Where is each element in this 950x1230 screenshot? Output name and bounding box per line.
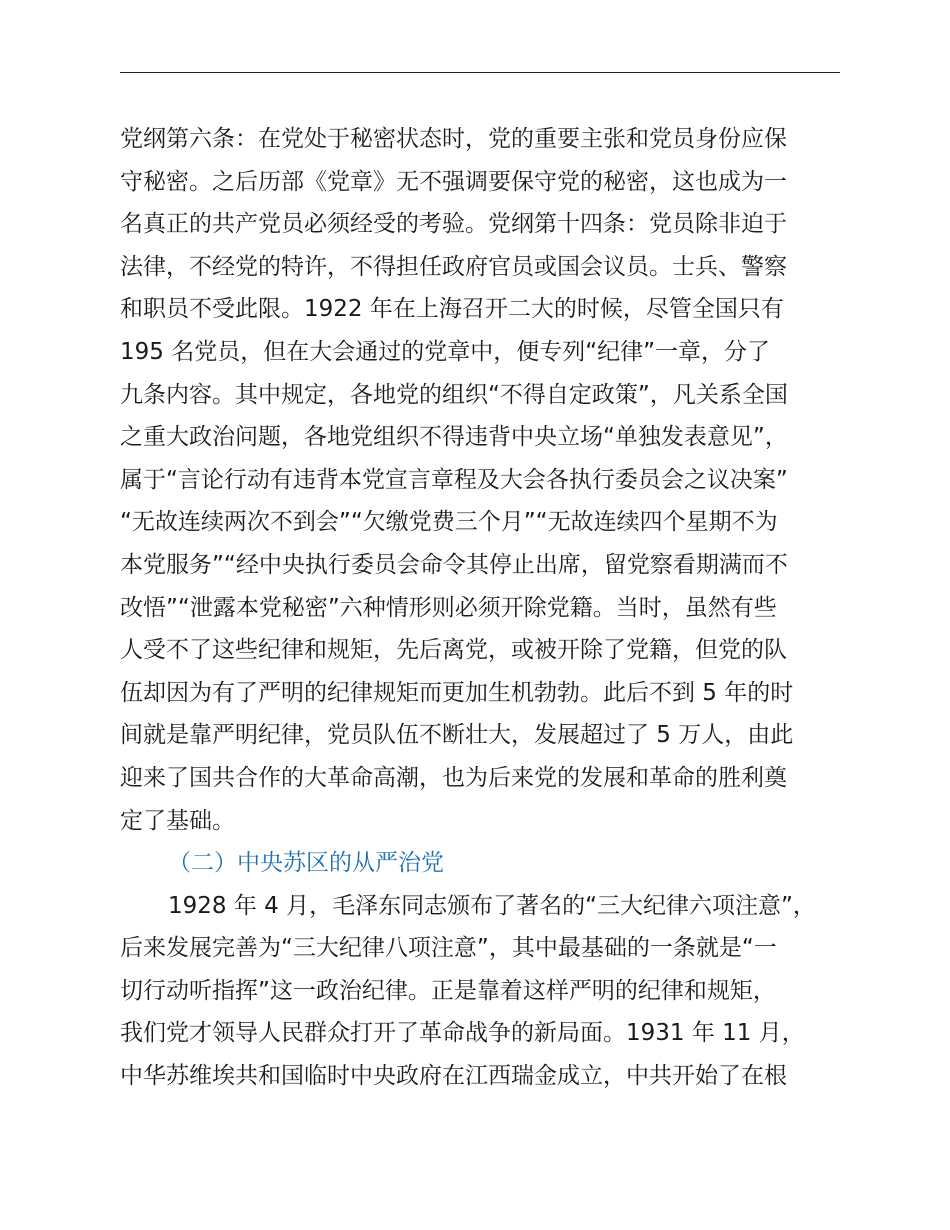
section-heading: （二）中央苏区的从严治党 <box>168 850 444 877</box>
paragraph-2 <box>120 885 840 1098</box>
paragraph-line: 改悟”“泄露本党秘密”六种情形则必须开除党籍。当时，虽然有些 <box>120 594 777 621</box>
paragraph-line: 人受不了这些纪律和规矩，先后离党，或被开除了党籍，但党的队 <box>120 637 787 664</box>
paragraph-line: “无故连续两次不到会”“欠缴党费三个月”“无故连续四个星期不为 <box>120 509 778 536</box>
paragraph-line: 属于“言论行动有违背本党宣言章程及大会各执行委员会之议决案” <box>120 466 788 493</box>
paragraph-line: 中华苏维埃共和国临时中央政府在江西瑞金成立，中共开始了在根 <box>120 1063 787 1090</box>
paragraph-line: 1928 年 4 月，毛泽东同志颁布了著名的“三大纪律六项注意”， <box>168 892 816 919</box>
header-rule <box>120 72 840 73</box>
paragraph-line: 之重大政治问题，各地党组织不得违背中央立场“单独发表意见”， <box>120 424 788 451</box>
paragraph-line: 后来发展完善为“三大纪律八项注意”，其中最基础的一条就是“一 <box>120 935 777 962</box>
document-body <box>120 118 840 1098</box>
paragraph-line: 党纲第六条：在党处于秘密状态时，党的重要主张和党员身份应保 <box>120 126 787 152</box>
paragraph-line: 名真正的共产党员必须经受的考验。党纲第十四条：党员除非迫于 <box>120 211 787 238</box>
paragraph-line: 切行动听指挥”这一政治纪律。正是靠着这样严明的纪律和规矩， <box>120 977 776 1004</box>
paragraph-line: 迎来了国共合作的大革命高潮，也为后来党的发展和革命的胜利奠 <box>120 764 787 791</box>
paragraph-line: 和职员不受此限。1922 年在上海召开二大的时候，尽管全国只有 <box>120 296 784 323</box>
paragraph-line: 守秘密。之后历部《党章》无不强调要保守党的秘密，这也成为一 <box>120 168 787 195</box>
paragraph-line: 伍却因为有了严明的纪律规矩而更加生机勃勃。此后不到 5 年的时 <box>120 679 794 706</box>
paragraph-line: 本党服务”“经中央执行委员会命令其停止出席，留党察看期满而不 <box>120 551 788 578</box>
paragraph-1 <box>120 118 840 842</box>
paragraph-line: 法律，不经党的特许，不得担任政府官员或国会议员。士兵、警察 <box>120 253 787 280</box>
paragraph-line: 九条内容。其中规定，各地党的组织“不得自定政策”，凡关系全国 <box>120 381 788 408</box>
paragraph-line: 195 名党员，但在大会通过的党章中，便专列“纪律”一章，分了 <box>120 338 771 365</box>
paragraph-line: 定了基础。 <box>120 807 235 834</box>
paragraph-line: 间就是靠严明纪律，党员队伍不断壮大，发展超过了 5 万人，由此 <box>120 722 794 749</box>
paragraph-line: 我们党才领导人民群众打开了革命战争的新局面。1931 年 11 月， <box>120 1020 805 1047</box>
